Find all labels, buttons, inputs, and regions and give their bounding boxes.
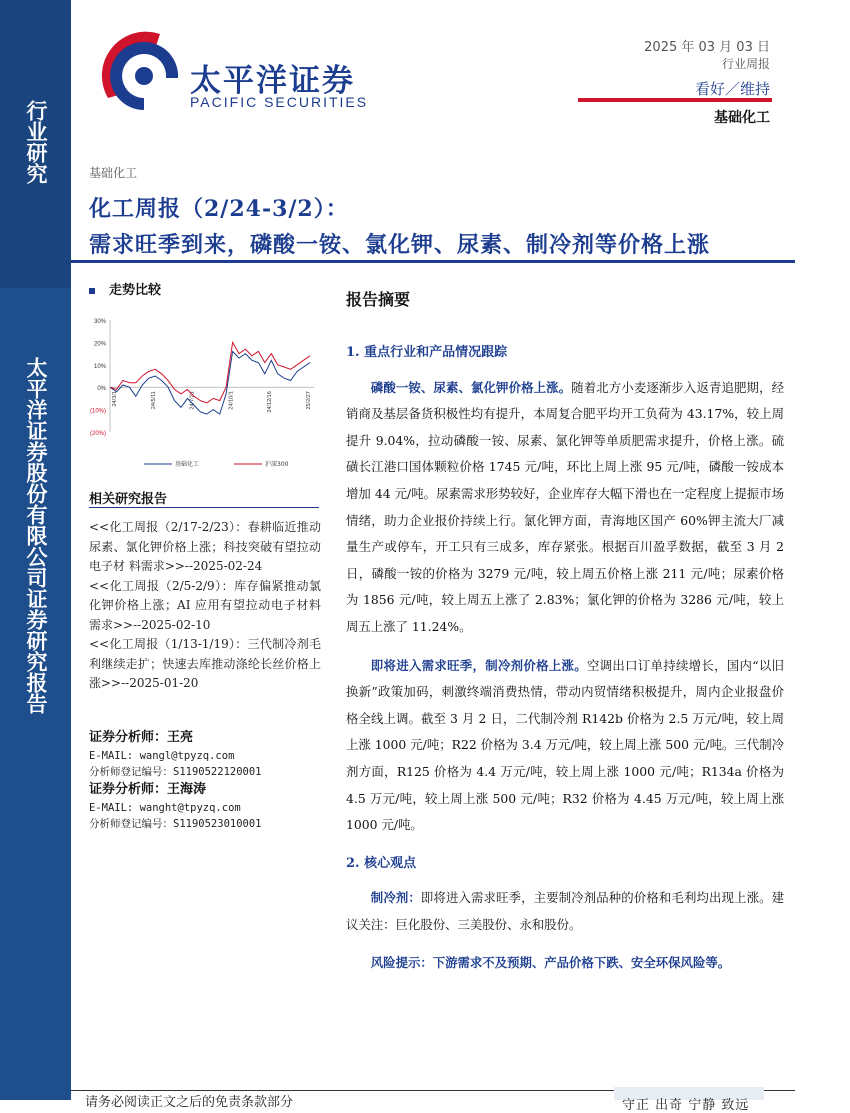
- chart-y-ticks: [90, 319, 107, 437]
- footer-disclaimer[interactable]: 请务必阅读正文之后的免责条款部分: [85, 1095, 294, 1110]
- sidebar-org-vertical: 太平洋证券股份有限公司证券研究报告: [24, 357, 49, 714]
- chart-series-line: [110, 351, 310, 414]
- related-report-item[interactable]: <<化工周报（2/17-2/23）：春耕临近推动尿素、氯化钾价格上涨；科技突破有望拉动电子材 料需求>>--2025-02-24: [89, 520, 321, 573]
- chart-y-tick-label: 0%: [97, 386, 106, 393]
- related-report-item[interactable]: <<化工周报（2/5-2/9）：库存偏紧推动氯化钾价格上涨；AI 应用有望拉动电子材料需求>>--2025-02-10: [89, 578, 321, 632]
- logo-center-dot-icon: [135, 67, 153, 85]
- trend-chart: [84, 308, 324, 478]
- title-rule: [71, 260, 795, 263]
- chart-series-line: [110, 342, 310, 403]
- logo-red-arc-icon: [102, 32, 160, 98]
- chart-x-tick-label: 24/7/21: [189, 391, 196, 410]
- chart-x-tick-label: 25/2/27: [306, 391, 312, 410]
- section-heading-2: 2. 核心观点: [346, 855, 417, 871]
- logo-english-text: PACIFIC SECURITIES: [190, 94, 369, 110]
- paragraph-text: 即将进入需求旺季，主要制冷剂品种的价格和毛利均出现上涨。建议关注：巨化股份、三美股份、永和股份。: [346, 890, 785, 932]
- rating: 看好／维持: [694, 80, 770, 98]
- chart-y-tick-label: 20%: [93, 341, 106, 348]
- trend-heading: [89, 279, 161, 298]
- chart-lines: [110, 342, 310, 414]
- risk-warning: [346, 950, 784, 977]
- chart-legend-label: 沪深300: [265, 461, 289, 468]
- paragraph-text: 随着北方小麦逐渐步入返青追肥期，经销商及基层备货积极性均有提升，本周复合肥平均开工负荷为 43.17%，较上周提升 9.04%，拉动磷酸一铵、尿素、氯化钾等单质肥需求提升，价格上涨。硫磺长江港口国体颗粒价格 1745 元/吨，环比上周上涨 95 元/吨，磷酸一铵成本增加 44 元/吨。尿素需求形势较好，企业库存大幅下滑也在一定程度上提振市场情绪，助力企业报价持续上行。氯化钾方面，青海地区国产 60%钾主流大厂减量生产或停车，开工只有三成多，库存紧张。根据百川盈孚数据，截至 3 月 2 日，磷酸一铵的价格为 3279 元/吨，较上周五价格上涨 211 元/吨；尿素价格为 1856 元/吨，较上周五上涨了 2.83%；氯化钾的价格为 3286 元/吨，较上周五上涨了 11.24%。: [346, 379, 784, 634]
- square-bullet-icon: [89, 288, 95, 294]
- chart-x-ticks: [112, 391, 312, 412]
- category-label: 基础化工: [89, 166, 138, 180]
- related-report-item[interactable]: <<化工周报（1/13-1/19）：三代制冷剂毛利继续走扩；快速去库推动涤纶长丝价格上涨>>--2025-01-20: [89, 637, 321, 690]
- paragraph-lead: 磷酸一铵、尿素、氯化钾价格上涨。: [370, 379, 572, 395]
- related-reports-list: [89, 518, 321, 694]
- logo-chinese-text: 太平洋证券: [190, 63, 355, 99]
- chart-y-tick-label: (10%): [89, 408, 106, 415]
- report-date: 2025 年 03 月 03 日: [644, 40, 770, 55]
- analyst-registration: 分析师登记编号：S1190522120001: [89, 766, 262, 778]
- sidebar-category-vertical: 行业研究: [24, 100, 49, 184]
- chart-x-tick-label: 24/5/11: [150, 391, 157, 410]
- risk-text: 风险提示：下游需求不及预期、产品价格下跌、安全环保风险等。: [370, 955, 731, 971]
- analyst-registration: 分析师登记编号：S1190523010001: [89, 818, 262, 830]
- trend-heading-text: 走势比较: [109, 283, 162, 298]
- paragraph-lead: 即将进入需求旺季，制冷剂价格上涨。: [370, 657, 587, 673]
- related-rule: [89, 507, 319, 508]
- footer-motto: 守正 出奇 宁静 致远: [622, 1098, 750, 1113]
- paragraph-core-view: [346, 885, 784, 938]
- related-reports-heading: 相关研究报告: [89, 492, 168, 507]
- chart-legend: [144, 460, 289, 468]
- paragraph-refrigerant: [346, 653, 784, 839]
- industry-label: 基础化工: [714, 110, 770, 126]
- analyst-email[interactable]: E-MAIL: wanght@tpyzq.com: [89, 802, 241, 814]
- chart-y-tick-label: 30%: [93, 319, 106, 325]
- chart-legend-label: 基础化工: [175, 461, 200, 468]
- chart-x-tick-label: 24/10/1: [228, 391, 235, 410]
- paragraph-text: 空调出口订单持续增长，国内“以旧换新”政策加码，刺激终端消费热情，带动内贸情绪积极提升，周内企业报盘价格全线上调。截至 3 月 2 日，二代制冷剂 R142b 价格为 2.5 万元/吨，较上周上涨 1000 元/吨；R22 价格为 3.4 万元/吨，较上周上涨 500 元/吨。三代制冷剂方面，R125 价格为 4.4 万元/吨，较上周上涨 1000 元/吨；R134a 价格为 4.5 万元/吨，较上周上涨 500 元/吨；R32 价格为 4.45 万元/吨，较上周上涨 1000 元/吨。: [346, 657, 785, 833]
- chart-x-tick-label: 24/12/16: [267, 391, 274, 413]
- report-title-line2: 需求旺季到来，磷酸一铵、氯化钾、尿素、制冷剂等价格上涨: [89, 232, 711, 258]
- analyst-name: 证券分析师：王海涛: [89, 782, 207, 797]
- section-heading-1: 1. 重点行业和产品情况跟踪: [346, 345, 508, 360]
- analyst-name: 证券分析师：王亮: [89, 730, 194, 745]
- analyst-email[interactable]: E-MAIL: wangl@tpyzq.com: [89, 750, 235, 762]
- chart-y-tick-label: 10%: [93, 363, 106, 370]
- summary-title: 报告摘要: [346, 290, 411, 309]
- summary-body: [346, 340, 784, 989]
- header-red-rule: [578, 98, 772, 102]
- chart-y-tick-label: (20%): [89, 431, 106, 437]
- report-type: 行业周报: [721, 57, 770, 71]
- left-sidebar-band: [0, 0, 71, 1100]
- analysts-block: [89, 728, 329, 832]
- chart-grid: [110, 320, 314, 432]
- paragraph-lead: 制冷剂：: [370, 890, 421, 906]
- paragraph-fertilizer: [346, 375, 784, 641]
- report-title-line1: 化工周报（2/24-3/2）：: [89, 196, 349, 222]
- chart-x-tick-label: 24/3/1: [112, 391, 118, 407]
